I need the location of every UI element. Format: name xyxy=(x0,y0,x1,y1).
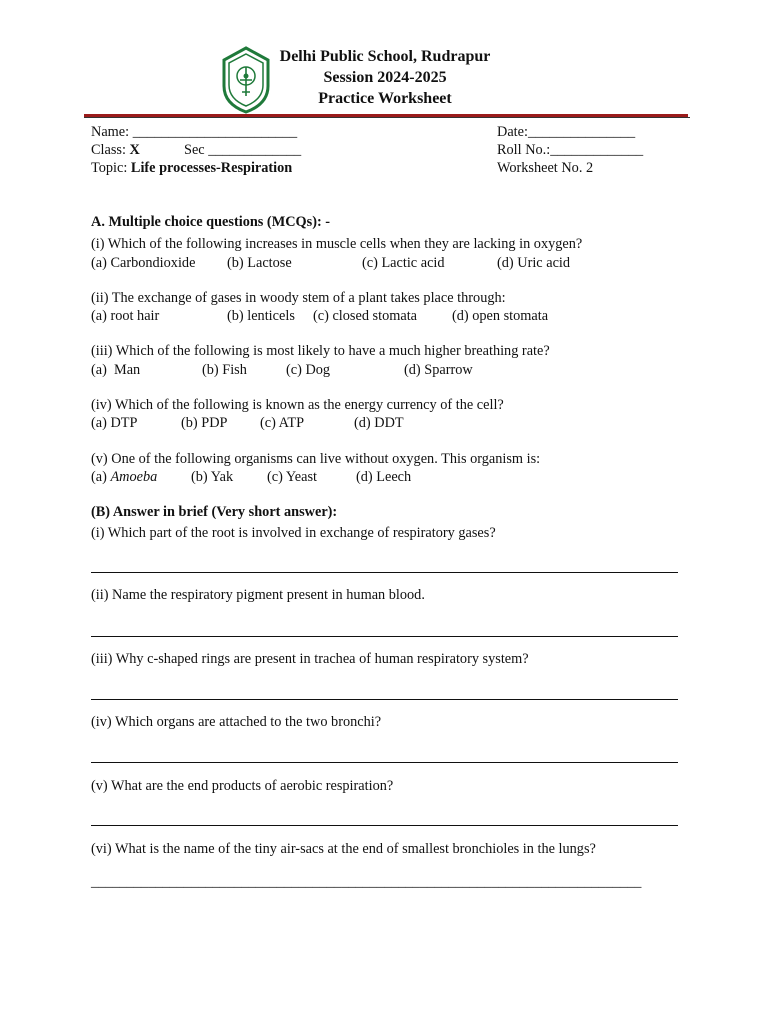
answer-line xyxy=(91,825,678,826)
name-field xyxy=(91,124,297,141)
mcq-option: (c) Dog xyxy=(286,362,331,378)
answer-line xyxy=(91,762,678,763)
worksheet-number: Worksheet No. 2 xyxy=(497,160,594,176)
mcq-option-text: Amoeba xyxy=(110,469,158,485)
mcq-option: (a) root hair xyxy=(91,308,160,324)
mcq-option-label: (a) xyxy=(91,469,111,485)
topic-field xyxy=(91,160,292,177)
sec-blank: _____________ xyxy=(208,142,302,158)
mcq-option: (d) Uric acid xyxy=(497,255,571,271)
mcq-question-5: (v) One of the following organisms can live without oxygen. This organism is: xyxy=(91,451,541,467)
answer-line xyxy=(91,572,678,573)
roll-blank: _____________ xyxy=(550,142,644,158)
topic-label: Topic: xyxy=(91,160,131,176)
name-blank: _______________________ xyxy=(132,124,298,140)
mcq-option: (a) DTP xyxy=(91,415,138,431)
mcq-option: (a) Carbondioxide xyxy=(91,255,196,271)
name-label: Name: xyxy=(91,124,133,140)
date-label: Date: xyxy=(497,124,528,140)
answer-line xyxy=(91,636,678,637)
short-question-2: (ii) Name the respiratory pigment present in human blood. xyxy=(91,587,425,603)
answer-line xyxy=(91,699,678,700)
mcq-option: (b) Fish xyxy=(202,362,247,378)
date-field xyxy=(497,124,635,141)
session-label: Session 2024-2025 xyxy=(323,69,447,86)
mcq-option: (a) xyxy=(91,362,107,378)
mcq-option: (b) Lactose xyxy=(227,255,292,271)
mcq-option: (b) Yak xyxy=(191,469,234,485)
class-label: Class: xyxy=(91,142,130,158)
mcq-option: (d) Leech xyxy=(356,469,412,485)
section-a-heading: A. Multiple choice questions (MCQs): - xyxy=(91,214,331,230)
school-name: Delhi Public School, Rudrapur xyxy=(279,48,491,65)
mcq-option: (c) Yeast xyxy=(267,469,318,485)
answer-underscore-line: _____________________________________________________________________________ xyxy=(91,874,642,890)
mcq-option: (b) lenticels xyxy=(227,308,295,324)
topic-value: Life processes-Respiration xyxy=(130,160,293,176)
mcq-question-3: (iii) Which of the following is most likely to have a much higher breathing rate? xyxy=(91,343,550,359)
mcq-question-2: (ii) The exchange of gases in woody stem of a plant takes place through: xyxy=(91,290,506,306)
section-b-heading: (B) Answer in brief (Very short answer): xyxy=(91,504,338,520)
short-question-4: (iv) Which organs are attached to the two bronchi? xyxy=(91,714,382,730)
roll-label: Roll No.: xyxy=(497,142,551,158)
mcq-option: (d) open stomata xyxy=(452,308,549,324)
sec-field xyxy=(184,142,301,159)
sec-label: Sec xyxy=(184,142,209,158)
short-question-6: (vi) What is the name of the tiny air-sacs at the end of smallest bronchioles in the lungs? xyxy=(91,841,596,857)
header-rule-underline xyxy=(84,117,690,118)
mcq-question-4: (iv) Which of the following is known as the energy currency of the cell? xyxy=(91,397,504,413)
class-field xyxy=(91,142,140,159)
short-question-5: (v) What are the end products of aerobic respiration? xyxy=(91,778,394,794)
roll-field xyxy=(497,142,643,159)
mcq-option: (c) ATP xyxy=(260,415,305,431)
mcq-option: (d) DDT xyxy=(354,415,404,431)
class-value: X xyxy=(129,142,140,158)
mcq-option: (b) PDP xyxy=(181,415,228,431)
mcq-option: (c) Lactic acid xyxy=(362,255,445,271)
mcq-question-1: (i) Which of the following increases in muscle cells when they are lacking in oxygen? xyxy=(91,236,583,252)
mcq-option: (c) closed stomata xyxy=(313,308,418,324)
worksheet-title: Practice Worksheet xyxy=(318,90,452,107)
mcq-option: Man xyxy=(114,362,141,378)
short-question-3: (iii) Why c-shaped rings are present in trachea of human respiratory system? xyxy=(91,651,529,667)
short-question-1: (i) Which part of the root is involved in exchange of respiratory gases? xyxy=(91,525,496,541)
mcq-option-amoeba xyxy=(91,469,157,486)
mcq-option: (d) Sparrow xyxy=(404,362,473,378)
date-blank: _______________ xyxy=(527,124,636,140)
